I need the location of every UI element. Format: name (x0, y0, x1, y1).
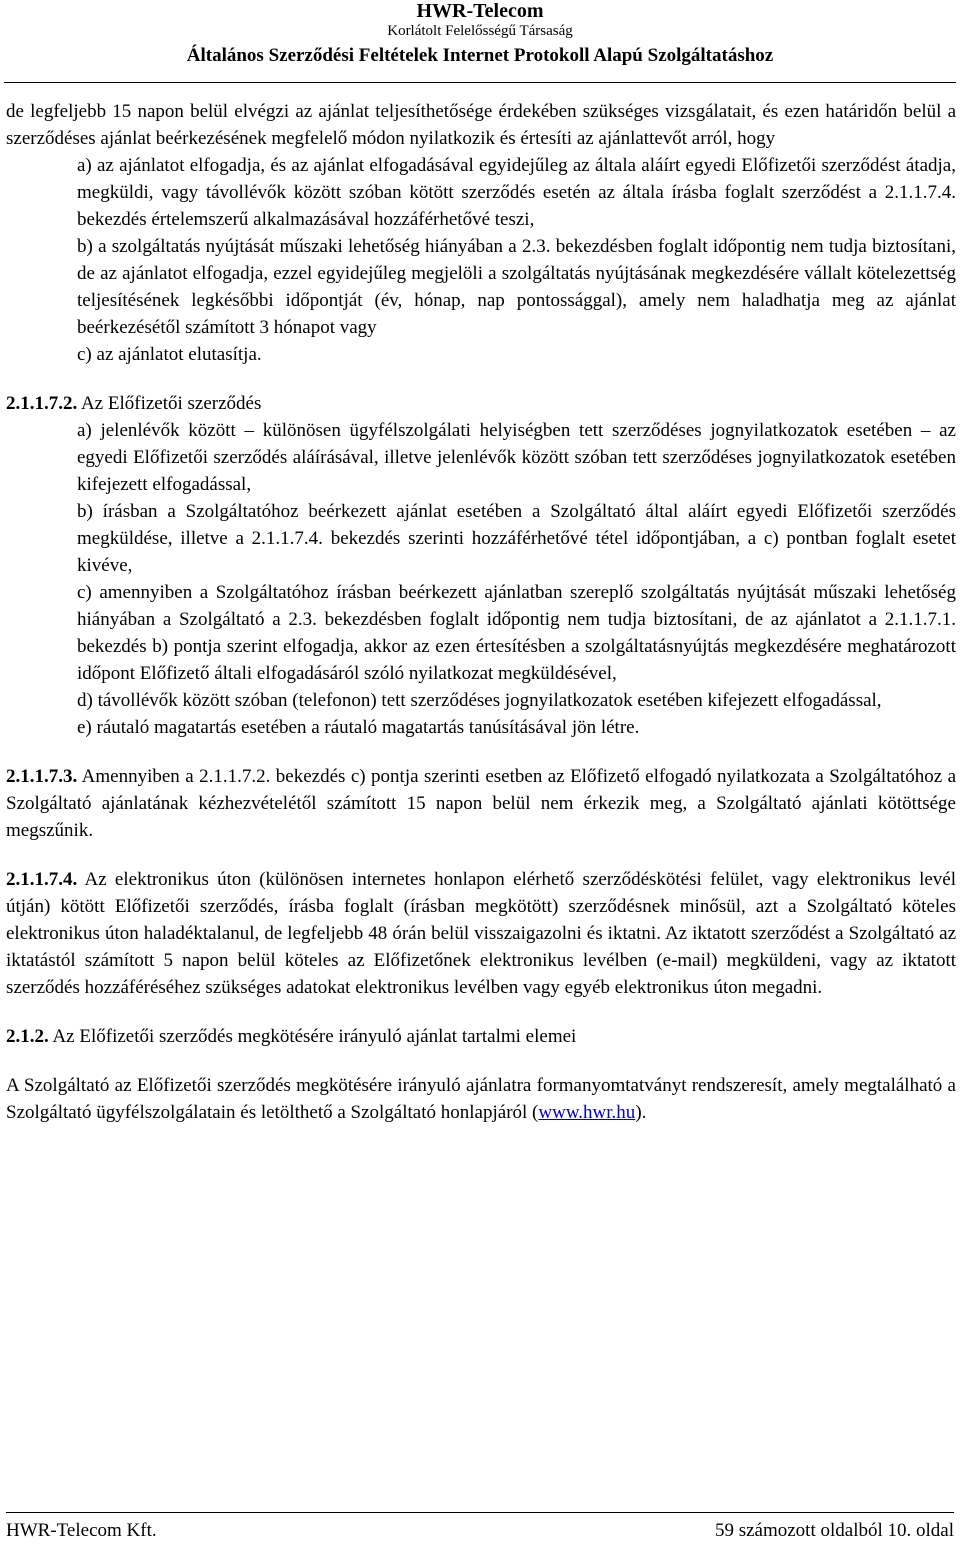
section-5-paragraph (6, 1072, 956, 1126)
section-5-text-before: A Szolgáltató az Előfizetői szerződés megkötésére irányuló ajánlatra formanyomtatványt rendszeresít, amely megtalálható a Szolgáltató ügyfélszolgálatain és letölthető a Szolgáltató honlapjáról ( (6, 1075, 956, 1123)
page-footer (6, 1512, 954, 1541)
document-title: Általános Szerződési Feltételek Internet Protokoll Alapú Szolgáltatáshoz (186, 45, 774, 66)
section-4-text: Az elektronikus úton (különösen internetes honlapon elérhető szerződéskötési felület, vagy elektronikus levél útján) kötött Előfizetői szerződés, írásba foglalt (írásban megkötött) szerződésnek minősül, azt a Szolgáltató köteles elektronikus úton haladéktalanul, de legfeljebb 48 órán belül visszaigazolni és iktatni. Az iktatott szerződést a Szolgáltató az iktatástól számított 5 napon belül köteles az Előfizetőnek elektronikus levélben (e-mail) megküldeni, vagy az iktatott szerződés hozzáféréséhez szükséges adatokat elektronikus levélben vagy egyéb elektronikus úton megadni. (6, 869, 956, 998)
section-5-title: Az Előfizetői szerződés megkötésére irányuló ajánlat tartalmi elemei (48, 1026, 577, 1047)
section-2-item-b: b) írásban a Szolgáltatóhoz beérkezett ajánlat esetében a Szolgáltató által aláírt egyedi Előfizetői szerződés megküldése, illetve a 2.1.1.7.4. bekezdés szerinti hozzáférhetővé tétel időpontjában, a c) pontban foglalt esetet kivéve, (77, 501, 956, 576)
section-2-number: 2.1.1.7.2. (6, 393, 78, 414)
document-body (6, 98, 956, 1126)
page-header (0, 0, 960, 68)
section-2-item-a: a) jelenlévők között – különösen ügyfélszolgálati helyiségben tett szerződéses jognyilatkozatok esetében – az egyedi Előfizetői szerződés aláírásával, illetve jelenlévők között szóban tett szerződéses jognyilatkozatok esetében kifejezett elfogadással, (77, 420, 956, 495)
section-3-paragraph (6, 763, 956, 844)
company-type: Korlátolt Felelősségű Társaság (387, 23, 573, 39)
company-name: HWR-Telecom (416, 0, 544, 22)
section-2-heading (6, 390, 956, 417)
intro-item-a: a) az ajánlatot elfogadja, és az ajánlat elfogadásával egyidejűleg az általa aláírt egyedi Előfizetői szerződést átadja, megküldi, vagy távollévők között szóban kötött szerződés esetén az általa írásba foglalt szerződést a 2.1.1.7.4. bekezdés értelemszerű alkalmazásával hozzáférhetővé teszi, (77, 155, 956, 230)
header-divider (4, 82, 956, 83)
section-3-text: Amennyiben a 2.1.1.7.2. bekezdés c) pontja szerinti esetben az Előfizető elfogadó nyilatkozata a Szolgáltatóhoz a Szolgáltató ajánlatának kézhezvételétől számított 15 napon belül nem érkezik meg, a Szolgáltató ajánlati kötöttsége megszűnik. (6, 766, 956, 841)
footer-company: HWR-Telecom Kft. (6, 1520, 157, 1541)
section-2-title: Az Előfizetői szerződés (77, 393, 262, 414)
section-5-text-after: ). (635, 1102, 647, 1123)
website-link[interactable]: www.hwr.hu (538, 1102, 636, 1123)
section-5-number: 2.1.2. (6, 1026, 49, 1047)
section-3-number: 2.1.1.7.3. (6, 766, 78, 787)
section-4-number: 2.1.1.7.4. (6, 869, 78, 890)
intro-item-c: c) az ajánlatot elutasítja. (77, 344, 262, 365)
section-4-paragraph (6, 866, 956, 1001)
intro-paragraph: de legfeljebb 15 napon belül elvégzi az ajánlat teljesíthetősége érdekében szükséges vizsgálatait, és ezen határidőn belül a szerződéses ajánlat beérkezésének megfelelő módon nyilatkozik és értesíti az ajánlattevőt arról, hogy (6, 101, 956, 149)
intro-item-b: b) a szolgáltatás nyújtását műszaki lehetőség hiányában a 2.3. bekezdésben foglalt időpontig nem tudja biztosítani, de az ajánlatot elfogadja, ezzel egyidejűleg megjelöli a szolgáltatás nyújtásának megkezdésére vállalt kötelezettség teljesítésének legkésőbbi időpontját (év, hónap, nap pontossággal), amely nem haladhatja meg az ajánlat beérkezésétől számított 3 hónapot vagy (77, 236, 956, 338)
footer-page-number: 59 számozott oldalból 10. oldal (714, 1520, 954, 1541)
section-2-item-d: d) távollévők között szóban (telefonon) tett szerződéses jognyilatkozatok esetében kifejezett elfogadással, (77, 690, 882, 711)
section-2-item-c: c) amennyiben a Szolgáltatóhoz írásban beérkezett ajánlatban szereplő szolgáltatás nyújtását műszaki lehetőség hiányában a Szolgáltató a 2.3. bekezdésben foglalt időpontig nem tudja biztosítani, de az ajánlatot a 2.1.1.7.1. bekezdés b) pontja szerint elfogadja, akkor az ezen értesítésben a szolgáltatásnyújtás megkezdésére meghatározott időpont Előfizető általi elfogadásáról szóló nyilatkozat megküldésével, (77, 582, 956, 684)
section-2-item-e: e) ráutaló magatartás esetében a ráutaló magatartás tanúsításával jön létre. (77, 717, 640, 738)
section-5-heading (6, 1023, 956, 1050)
